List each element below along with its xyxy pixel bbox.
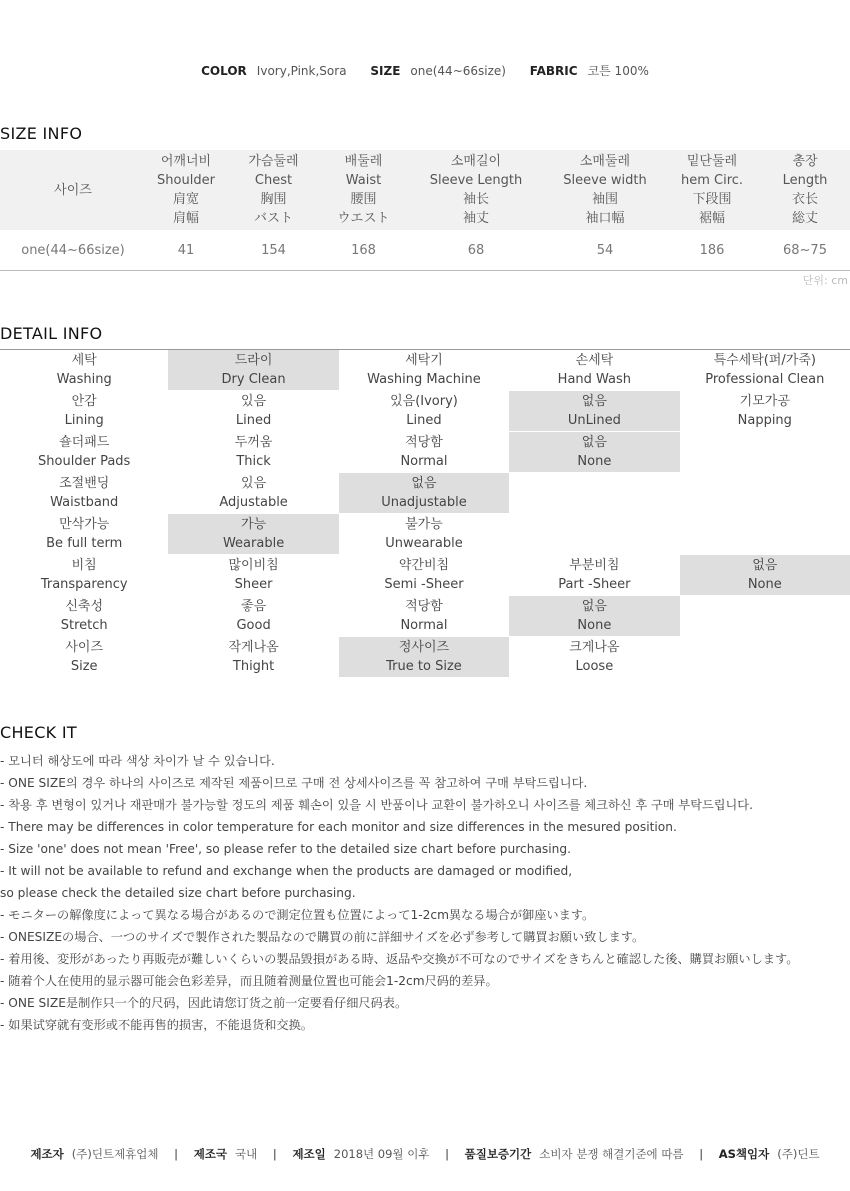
note-line: - It will not be available to refund and exchange when the products are damaged or modified,	[0, 864, 573, 878]
detail-option: 약간비침 Semi -Sheer	[339, 555, 509, 596]
date-label: 제조일	[292, 1147, 326, 1161]
detail-option: 적당함 Normal	[339, 596, 509, 637]
detail-row	[0, 514, 850, 555]
manufacturer-footer	[0, 1146, 850, 1162]
size-value-cell: 68~75	[760, 230, 850, 271]
size-info-title: SIZE INFO	[0, 124, 83, 143]
detail-option: 특수세탁(퍼/가죽) Professional Clean	[680, 350, 850, 391]
detail-row-label: 신축성 Stretch	[0, 596, 168, 637]
note-line: - ONE SIZE의 경우 하나의 사이즈로 제작된 제품이므로 구매 전 상세사이즈를 꼭 참고하여 구매 부탁드립니다.	[0, 776, 588, 790]
note-line: - 착용 후 변형이 있거나 재판매가 불가능할 정도의 제품 훼손이 있을 시 반품이나 교환이 불가하오니 사이즈를 체크하신 후 구매 부탁드립니다.	[0, 798, 753, 812]
detail-row-label: 조절밴딩 Waistband	[0, 473, 168, 514]
detail-row	[0, 555, 850, 596]
warranty-label: 품질보증기간	[464, 1147, 532, 1161]
detail-option-selected: 없음 None	[509, 596, 679, 637]
note-line: - 如果试穿就有变形或不能再售的损害，不能退货和交换。	[0, 1018, 313, 1032]
fabric-value: 코튼 100%	[587, 64, 649, 78]
detail-option: 작게나옴 Thight	[168, 637, 338, 678]
size-column-header: 소매길이 Sleeve Length 袖长 袖丈	[406, 150, 546, 230]
size-table-row	[0, 230, 850, 271]
footer-separator: |	[699, 1147, 704, 1161]
size-header-cell: 사이즈	[0, 150, 146, 230]
detail-option-selected: 정사이즈 True to Size	[339, 637, 509, 678]
product-spec-line	[0, 62, 850, 79]
detail-row-label: 비침 Transparency	[0, 555, 168, 596]
detail-option-selected: 없음 None	[680, 555, 850, 596]
size-row-label: one(44~66size)	[0, 230, 146, 271]
as-label: AS책임자	[718, 1147, 770, 1161]
note-line: - 모니터 해상도에 따라 색상 차이가 날 수 있습니다.	[0, 754, 275, 768]
detail-option: 적당함 Normal	[339, 432, 509, 473]
size-value-cell: 41	[146, 230, 226, 271]
detail-option-selected: 없음 UnLined	[509, 391, 679, 432]
detail-info-table	[0, 349, 850, 678]
size-label: SIZE	[370, 64, 401, 78]
detail-option-selected: 드라이 Dry Clean	[168, 350, 338, 391]
detail-option	[509, 473, 679, 514]
detail-option: 있음 Adjustable	[168, 473, 338, 514]
size-value-cell: 68	[406, 230, 546, 271]
detail-option	[680, 473, 850, 514]
note-line: - 着用後、変形があったり再販売が難しいくらいの製品毀損がある時、返品や交換が不可なのでサイズをきちんと確認した後、購買お願いします。	[0, 952, 799, 966]
note-line: - ONESIZEの場合、一つのサイズで製作された製品なので購買の前に詳細サイズを必ず参考して購買お願い致します。	[0, 930, 645, 944]
maker-value: (주)딘트제휴업체	[71, 1147, 159, 1161]
detail-row-label: 세탁 Washing	[0, 350, 168, 391]
detail-option	[680, 637, 850, 678]
date-value: 2018년 09월 이후	[333, 1147, 430, 1161]
detail-row	[0, 391, 850, 432]
size-column-header: 밑단둘레 hem Circ. 下段围 裾幅	[664, 150, 760, 230]
detail-option	[680, 596, 850, 637]
detail-row	[0, 596, 850, 637]
color-value: Ivory,Pink,Sora	[256, 64, 347, 78]
size-column-header: 총장 Length 衣长 総丈	[760, 150, 850, 230]
country-value: 국내	[235, 1147, 258, 1161]
detail-row	[0, 473, 850, 514]
detail-option	[680, 432, 850, 473]
note-line: - Size 'one' does not mean 'Free', so please refer to the detailed size chart before purchasing.	[0, 842, 571, 856]
size-value-cell: 186	[664, 230, 760, 271]
check-it-notes	[0, 750, 850, 1036]
detail-row	[0, 432, 850, 473]
footer-separator: |	[445, 1147, 449, 1161]
as-value: (주)딘트	[777, 1147, 820, 1161]
note-line: - モニターの解像度によって異なる場合があるので測定位置も位置によって1-2cm異なる場合が御座います。	[0, 908, 595, 922]
detail-row-label: 숄더패드 Shoulder Pads	[0, 432, 168, 473]
detail-option	[509, 514, 679, 555]
detail-option: 불가능 Unwearable	[339, 514, 509, 555]
detail-row-label: 안감 Lining	[0, 391, 168, 432]
country-label: 제조국	[193, 1147, 228, 1161]
size-value-cell: 54	[546, 230, 664, 271]
detail-option	[680, 514, 850, 555]
note-line: - There may be differences in color temperature for each monitor and size differences in the mesured position.	[0, 820, 677, 834]
detail-option: 있음 Lined	[168, 391, 338, 432]
detail-option: 기모가공 Napping	[680, 391, 850, 432]
detail-option: 손세탁 Hand Wash	[509, 350, 679, 391]
warranty-value: 소비자 분쟁 해결기준에 따름	[539, 1147, 684, 1161]
fabric-label: FABRIC	[529, 64, 578, 78]
color-label: COLOR	[201, 64, 247, 78]
size-table-header-row	[0, 150, 850, 230]
detail-option: 많이비침 Sheer	[168, 555, 338, 596]
detail-row	[0, 350, 850, 391]
detail-option: 세탁기 Washing Machine	[339, 350, 509, 391]
footer-separator: |	[272, 1147, 277, 1161]
detail-option-selected: 없음 None	[509, 432, 679, 473]
size-info-table	[0, 150, 850, 271]
detail-option: 있음(Ivory) Lined	[339, 391, 509, 432]
size-column-header: 가슴둘레 Chest 胸围 バスト	[226, 150, 321, 230]
size-value-cell: 154	[226, 230, 321, 271]
detail-option: 좋음 Good	[168, 596, 338, 637]
detail-option: 부분비침 Part -Sheer	[509, 555, 679, 596]
detail-row-label: 사이즈 Size	[0, 637, 168, 678]
size-column-header: 어깨너비 Shoulder 肩宽 肩幅	[146, 150, 226, 230]
detail-option: 두꺼움 Thick	[168, 432, 338, 473]
detail-info-title: DETAIL INFO	[0, 324, 103, 343]
detail-option-selected: 가능 Wearable	[168, 514, 338, 555]
size-column-header: 소매둘레 Sleeve width 袖围 袖口幅	[546, 150, 664, 230]
unit-note: 단위: cm	[802, 274, 848, 287]
size-value-cell: 168	[321, 230, 406, 271]
detail-option-selected: 없음 Unadjustable	[339, 473, 509, 514]
detail-row	[0, 637, 850, 678]
size-column-header: 배둘레 Waist 腰围 ウエスト	[321, 150, 406, 230]
size-value: one(44~66size)	[410, 64, 506, 78]
footer-separator: |	[174, 1147, 179, 1161]
check-it-title: CHECK IT	[0, 723, 77, 742]
detail-row-label: 만삭가능 Be full term	[0, 514, 168, 555]
note-line: - ONE SIZE是制作只一个的尺码，因此请您订货之前一定要看仔细尺码表。	[0, 996, 408, 1010]
note-line: so please check the detailed size chart before purchasing.	[0, 886, 356, 900]
detail-option: 크게나옴 Loose	[509, 637, 679, 678]
maker-label: 제조자	[30, 1147, 64, 1161]
note-line: - 随着个人在使用的显示器可能会色彩差异，而且随着测量位置也可能会1-2cm尺码的差异。	[0, 974, 498, 988]
